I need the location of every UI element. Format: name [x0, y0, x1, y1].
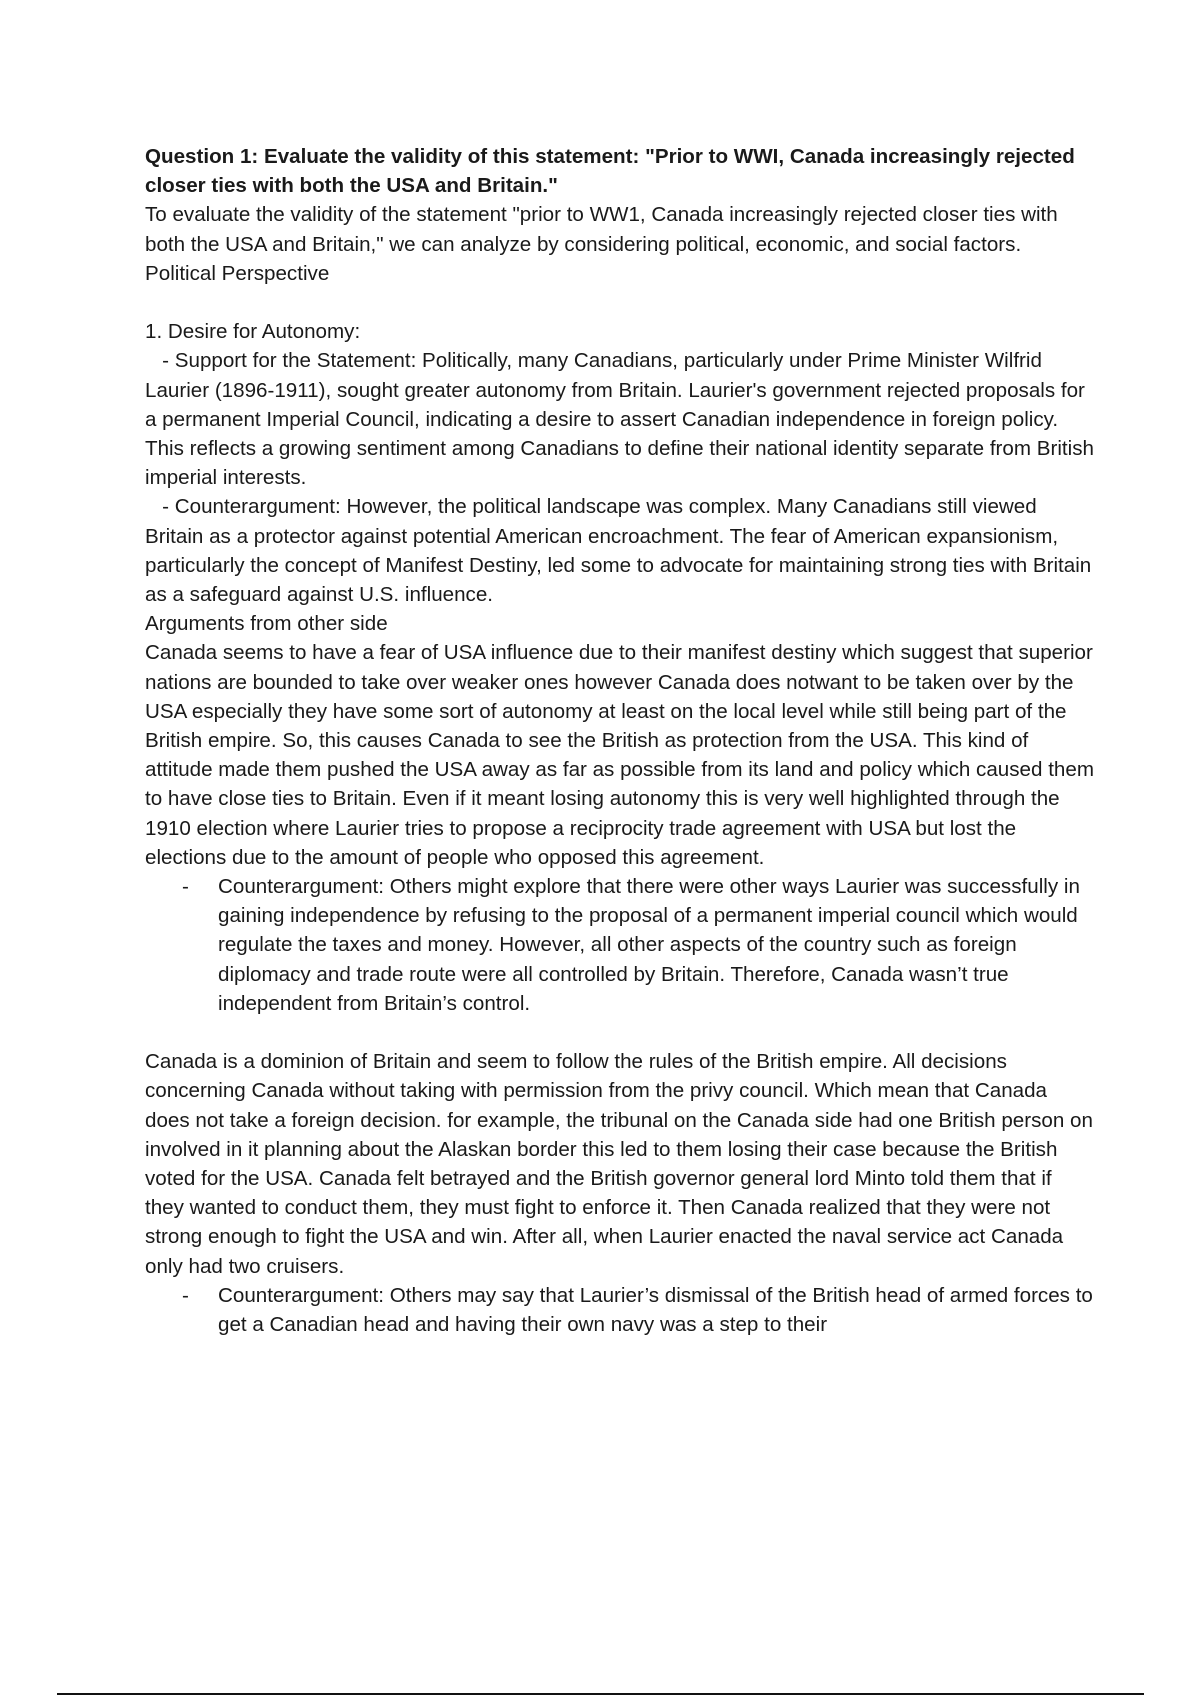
list-item [145, 1281, 1095, 1339]
bullet-marker: - [182, 1283, 189, 1307]
dominion-paragraph: Canada is a dominion of Britain and seem to follow the rules of the British empire. All decisions concerning Canada without taking with permission from the privy council. Which mean that Canada does not take a foreign decision. for example, the tribunal on the Canada side had one British person on involved in it planning about the Alaskan border this led to them losing their case because the British voted for the USA. Canada felt betrayed and the British governor general lord Minto told them that if they wanted to conduct them, they must fight to enforce it. Then Canada realized that they were not strong enough to fight the USA and win. After all, when Laurier enacted the naval service act Canada only had two cruisers. [145, 1050, 1093, 1278]
counterargument-bullet: Counterargument: Others may say that Laurier’s dismissal of the British head of armed forces to get a Canadian head and having their own navy was a step to their [218, 1283, 1093, 1337]
page-bottom-rule [57, 1693, 1144, 1695]
other-side-paragraph: Canada seems to have a fear of USA influence due to their manifest destiny which suggest that superior nations are bounded to take over weaker ones however Canada does notwant to be taken over by the USA especially they have some sort of autonomy at least on the local level while still being part of the British empire. So, this causes Canada to see the British as protection from the USA. This kind of attitude made them pushed the USA away as far as possible from its land and policy which caused them to have close ties to Britain. Even if it meant losing autonomy this is very well highlighted through the 1910 election where Laurier tries to propose a reciprocity trade agreement with USA but lost the elections due to the amount of people who opposed this agreement. [145, 641, 1094, 869]
other-side-heading: Arguments from other side [145, 612, 388, 636]
bullet-marker: - [182, 875, 189, 899]
counterargument-paragraph: - Counterargument: However, the political landscape was complex. Many Canadians still viewed Britain as a protector against potential American encroachment. The fear of American expansionism, particularly the concept of Manifest Destiny, led some to advocate for maintaining strong ties with Britain as a safeguard against U.S. influence. [145, 495, 1097, 607]
political-perspective-heading: Political Perspective [145, 261, 330, 285]
list-item [145, 872, 1095, 1018]
support-paragraph: - Support for the Statement: Politically, many Canadians, particularly under Prime Minister Wilfrid Laurier (1896-1911), sought greater autonomy from Britain. Laurier's government rejected proposals for a permanent Imperial Council, indicating a desire to assert Canadian independence in foreign policy. This reflects a growing sentiment among Canadians to define their national identity separate from British imperial interests. [145, 349, 1100, 490]
question-title: Question 1: Evaluate the validity of this statement: "Prior to WWI, Canada increasingly rejected closer ties with both the USA and Britain." [145, 145, 1075, 198]
desire-for-autonomy-heading: 1. Desire for Autonomy: [145, 320, 361, 344]
spacer [145, 288, 1095, 317]
intro-paragraph: To evaluate the validity of the statement "prior to WW1, Canada increasingly rejected closer ties with both the USA and Britain," we can analyze by considering political, economic, and social factors. [145, 203, 1058, 256]
document-page [145, 142, 1100, 1339]
spacer [145, 1018, 1095, 1047]
counterargument-bullet: Counterargument: Others might explore that there were other ways Laurier was successfully in gaining independence by refusing to the proposal of a permanent imperial council which would regulate the taxes and money. However, all other aspects of the country such as foreign diplomacy and trade route were all controlled by Britain. Therefore, Canada wasn’t true independent from Britain’s control. [218, 875, 1080, 1015]
